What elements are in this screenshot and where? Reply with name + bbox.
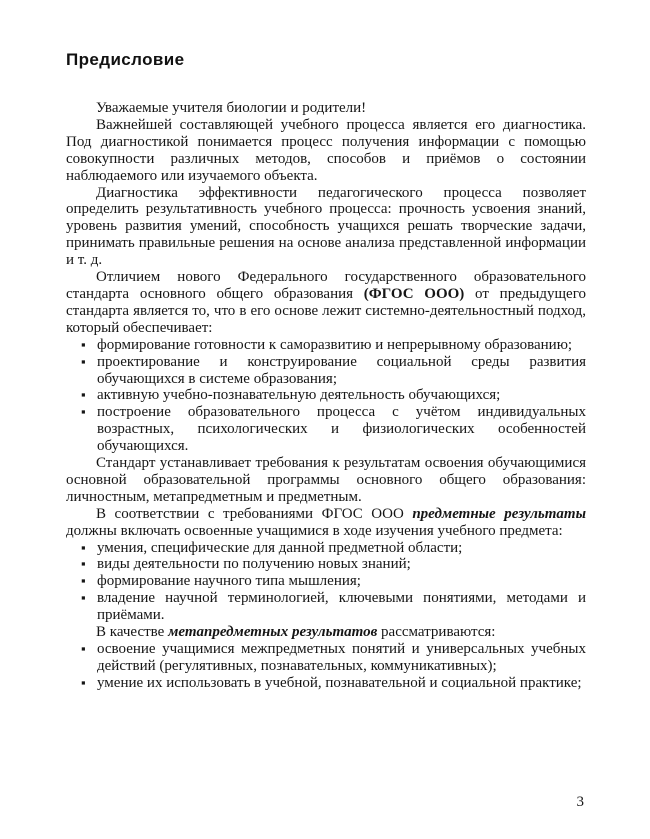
bullet-item — [66, 590, 586, 624]
page-title: Предисловие — [66, 50, 185, 69]
bullet-item — [66, 337, 586, 354]
bullet-item — [66, 540, 586, 557]
bullet-icon: ▪ — [81, 539, 86, 555]
bullet-icon: ▪ — [81, 641, 86, 656]
emphasis-text: (ФГОС ООО) — [363, 285, 465, 302]
paragraph-text: В соответствии с требованиями ФГОС ООО — [96, 505, 413, 522]
bullet-text: виды деятельности по получению новых знаний; — [97, 556, 411, 573]
bullet-item — [66, 387, 586, 404]
bullet-list — [66, 540, 586, 625]
bullet-icon: ▪ — [81, 336, 86, 352]
bullet-text: умения, специфические для данной предметной области; — [97, 539, 463, 556]
bullet-text: формирование готовности к саморазвитию и непрерывному образованию; — [97, 336, 573, 353]
paragraph — [66, 624, 586, 641]
bullet-item — [66, 556, 586, 573]
bullet-item — [66, 573, 586, 590]
bullet-icon: ▪ — [81, 674, 86, 690]
bullet-list — [66, 641, 586, 692]
page-number: 3 — [576, 794, 584, 810]
paragraph — [66, 269, 586, 337]
bullet-item — [66, 641, 586, 675]
paragraph: Уважаемые учителя биологии и родители! — [96, 100, 367, 116]
emphasis-text: метапредметных результатов — [168, 624, 378, 641]
bullet-text: формирование научного типа мышления; — [97, 573, 361, 590]
paragraph-text: от предыдущего стандарта является то, что в его основе лежит системно-деятельностный подход, который обеспечивает: — [66, 285, 586, 336]
paragraph-text: рассматриваются: — [377, 624, 496, 641]
bullet-item — [66, 354, 586, 388]
paragraph — [66, 506, 586, 540]
bullet-text: умение их использовать в учебной, познавательной и социальной практике; — [97, 674, 582, 691]
bullet-icon: ▪ — [81, 556, 86, 572]
document-body — [66, 100, 586, 692]
bullet-text: освоение учащимися межпредметных понятий и универсальных учебных действий (регулятивных, познавательных, коммуникативных); — [97, 641, 586, 674]
paragraph-text: В качестве — [96, 624, 169, 641]
bullet-icon: ▪ — [81, 404, 86, 420]
bullet-item — [66, 404, 586, 455]
paragraph: Стандарт устанавливает требования к результатам освоения обучающимися основной образовательной программы основного общего образования: личностным, метапредметным и предметным. — [66, 455, 586, 505]
paragraph-text: должны включать освоенные учащимися в ходе изучения учебного предмета: — [66, 522, 563, 539]
paragraph: Диагностика эффективности педагогического процесса позволяет определить результативность учебного процесса: прочность усвоения знаний, уровень развития умений, способность учащихся решать творческие задачи, принимать правильные решения на основе анализа представленной информации и т. д. — [66, 184, 586, 269]
bullet-text: построение образовательного процесса с учётом индивидуальных возрастных, психологических и физиологических особенностей обучающихся. — [97, 404, 586, 455]
bullet-list — [66, 337, 586, 455]
bullet-text: владение научной терминологией, ключевыми понятиями, методами и приёмами. — [97, 590, 586, 624]
bullet-text: активную учебно-познавательную деятельность обучающихся; — [97, 387, 501, 404]
bullet-text: проектирование и конструирование социальной среды развития обучающихся в системе образования; — [97, 353, 586, 387]
bullet-item — [66, 675, 586, 692]
bullet-icon: ▪ — [81, 387, 86, 403]
paragraph-text: Отличием нового Федерального государственного образовательного стандарта основного общего образования — [66, 269, 586, 302]
emphasis-text: предметные результаты — [412, 505, 587, 522]
bullet-icon: ▪ — [81, 353, 86, 369]
bullet-icon: ▪ — [81, 590, 86, 606]
paragraph: Важнейшей составляющей учебного процесса является его диагностика. Под диагностикой понимается процесс получения информации с помощью совокупности различных методов, способов и приёмов о состоянии наблюдаемого или изучаемого объекта. — [66, 116, 586, 184]
bullet-icon: ▪ — [81, 573, 86, 589]
